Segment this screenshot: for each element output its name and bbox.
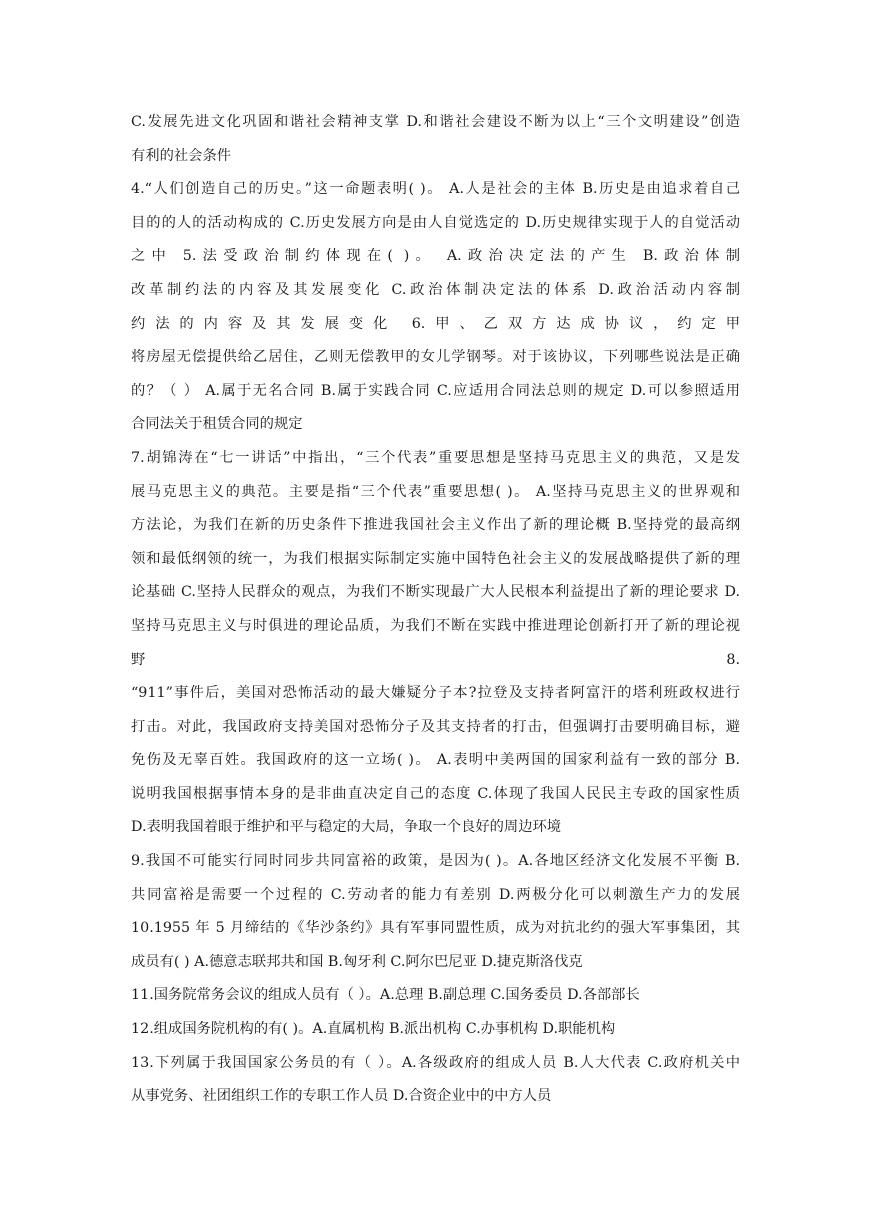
text-line: 说明我国根据事情本身的是非曲直决定自己的态度 C.体现了我国人民民主专政的国家性质	[131, 785, 740, 802]
text-line: 10.1955 年 5 月缔结的《华沙条约》具有军事同盟性质，成为对抗北约的强大军事集团，其	[131, 920, 740, 937]
text-line: 论基础 C.坚持人民群众的观点，为我们不断实现最广大人民根本利益提出了新的理论要求 D.	[131, 584, 740, 601]
text-line: 12.组成国务院机构的有( )。A.直属机构 B.派出机构 C.办事机构 D.职能机构	[131, 1021, 616, 1038]
text-line: 坚持马克思主义与时俱进的理论品质，为我们不断在实践中推进理论创新打开了新的理论视	[131, 617, 740, 634]
text-line: 打击。对此，我国政府支持美国对恐怖分子及其支持者的打击，但强调打击要明确目标，避	[131, 718, 740, 735]
text-line: 7.胡锦涛在“七一讲话”中指出，“三个代表”重要思想是坚持马克思主义的典范，又是发	[131, 449, 740, 466]
text-line: 从事党务、社团组织工作的专职工作人员 D.合资企业中的中方人员	[131, 1088, 552, 1105]
document-body	[131, 106, 740, 1114]
text-line: C.发展先进文化巩固和谐社会精神支掌 D.和谐社会建设不断为以上“三个文明建设”创造	[131, 114, 740, 130]
text-line: 免伤及无辜百姓。我国政府的这一立场( )。 A.表明中美两国的国家利益有一致的部分 B.	[131, 752, 740, 769]
text-line: 的？（ ） A.属于无名合同 B.属于实践合同 C.应适用合同法总则的规定 D.可以参照适用	[131, 382, 740, 399]
text-line: D.表明我国着眼于维护和平与稳定的大局，争取一个良好的周边环境	[131, 819, 562, 836]
text-line: 约法的内容及其发展变化 6.甲、乙双方达成协议，约定甲	[131, 315, 740, 332]
text-line: 合同法关于租赁合同的规定	[131, 416, 303, 433]
text-line: 野 8.	[131, 651, 740, 668]
text-line: “911”事件后，美国对恐怖活动的最大嫌疑分子本?拉登及支持者阿富汗的塔利班政权进行	[131, 685, 740, 702]
text-line: 11.国务院常务会议的组成人员有（ ）。A.总理 B.副总理 C.国务委员 D.各部部长	[131, 987, 640, 1004]
text-line: 改革制约法的内容及其发展变化 C.政治体制决定法的体系 D.政治活动内容制	[131, 281, 740, 298]
text-line: 4.“人们创造自己的历史。”这一命题表明( )。 A.人是社会的主体 B.历史是由追求着自己	[131, 181, 740, 198]
text-line: 9.我国不可能实行同时同步共同富裕的政策，是因为( )。A.各地区经济文化发展不平衡 B.	[131, 853, 740, 870]
text-line: 领和最低纲领的统一，为我们根据实际制定实施中国特色社会主义的发展战略提供了新的理	[131, 550, 740, 567]
text-line: 成员有( ) A.德意志联邦共和国 B.匈牙利 C.阿尔巴尼亚 D.捷克斯洛伐克	[131, 953, 583, 970]
text-line: 方法论，为我们在新的历史条件下推进我国社会主义作出了新的理论概 B.坚持党的最高纲	[131, 517, 740, 534]
text-line: 共同富裕是需要一个过程的 C.劳动者的能力有差别 D.两极分化可以刺激生产力的发展	[131, 886, 740, 903]
text-line: 将房屋无偿提供给乙居住，乙则无偿教甲的女儿学钢琴。对于该协议，下列哪些说法是正确	[131, 349, 740, 366]
text-line: 之中 5.法受政治制约体现在( )。 A.政治决定法的产生 B.政治体制	[131, 248, 740, 265]
text-line: 目的的人的活动构成的 C.历史发展方向是由人自觉选定的 D.历史规律实现于人的自觉活动	[131, 214, 740, 231]
text-line: 展马克思主义的典范。主要是指“三个代表”重要思想( )。 A.坚持马克思主义的世界观和	[131, 483, 740, 500]
text-line: 13.下列属于我国国家公务员的有（ ）。A.各级政府的组成人员 B.人大代表 C.政府机关中	[131, 1054, 740, 1071]
text-line: 有利的社会条件	[131, 147, 232, 164]
